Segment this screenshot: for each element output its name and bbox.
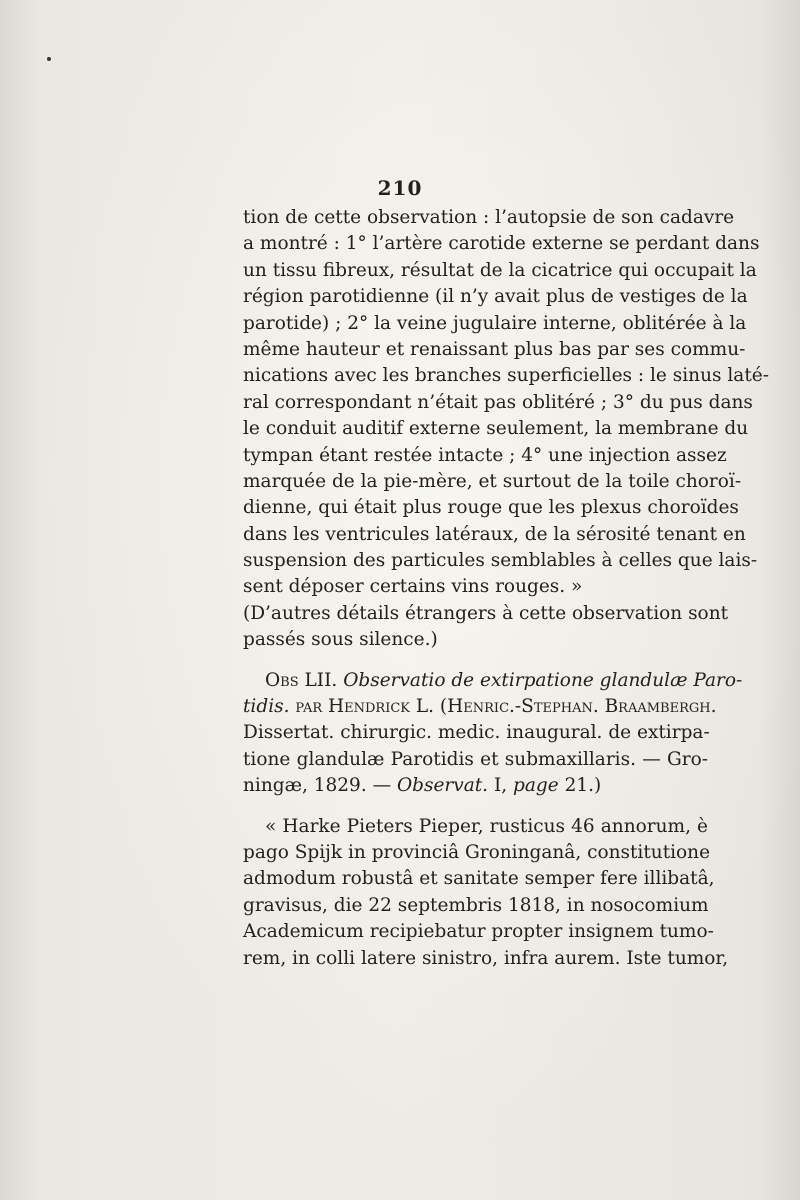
text-line: « Harke Pieters Pieper, rusticus 46 annorum, è: [265, 815, 708, 837]
text-line: un tissu fibreux, résultat de la cicatrice qui occupait la: [243, 259, 757, 281]
observation-heading-line: [243, 694, 717, 720]
observation-heading-line: ningæ, 1829. — Observat. I, page 21.): [243, 775, 602, 797]
text-line: même hauteur et renaissant plus bas par ses commu-: [243, 338, 746, 360]
text-line: a montré : 1° l’artère carotide externe se perdant dans: [243, 233, 760, 255]
observation-latin-title: Observatio de extirpatione glandulæ Paro-: [343, 669, 743, 691]
observation-heading-line: tione glandulæ Parotidis et submaxillaris. — Gro-: [243, 748, 708, 770]
body-text: [243, 205, 769, 972]
text-line: le conduit auditif externe seulement, la membrane du: [243, 418, 749, 440]
text-line: tympan étant restée intacte ; 4° une injection assez: [243, 444, 727, 466]
text-line: admodum robustâ et sanitate semper fere illibatâ,: [243, 868, 715, 890]
ink-speck: [47, 57, 51, 61]
text-line: tion de cette observation : l’autopsie de son cadavre: [243, 207, 735, 228]
observation-author: par Hendrick L. (Henric.-Stephan. Braambergh.: [295, 696, 717, 718]
text-line: ral correspondant n’était pas oblitéré ; 3° du pus dans: [243, 391, 753, 413]
text-line: région parotidienne (il n’y avait plus de vestiges de la: [243, 286, 748, 308]
observation-heading-line: Dissertat. chirurgic. medic. inaugural. de extirpa-: [243, 722, 710, 744]
text-line: sent déposer certains vins rouges. »: [243, 576, 583, 598]
text-line: dans les ventricules latéraux, de la sérosité tenant en: [243, 523, 746, 545]
text-line: nications avec les branches superficielles : le sinus laté-: [243, 365, 769, 387]
text-line: (D’autres détails étrangers à cette observation sont: [243, 602, 729, 624]
text-line: gravisus, die 22 septembris 1818, in nosocomium: [243, 894, 709, 916]
observation-label: Obs LII.: [265, 669, 338, 691]
observation-heading-line: [243, 668, 743, 694]
text-line: dienne, qui était plus rouge que les plexus choroïdes: [243, 497, 739, 519]
text-line: marquée de la pie-mère, et surtout de la toile choroï-: [243, 470, 742, 492]
text-line: parotide) ; 2° la veine jugulaire interne, oblitérée à la: [243, 312, 747, 334]
observation-latin-title: tidis.: [243, 696, 290, 718]
text-line: pago Spijk in provinciâ Groninganâ, constitutione: [243, 841, 711, 863]
text-line: Academicum recipiebatur propter insignem tumo-: [243, 921, 714, 943]
text-line: suspension des particules semblables à celles que lais-: [243, 550, 758, 572]
text-line: rem, in colli latere sinistro, infra aurem. Iste tumor,: [243, 947, 729, 969]
page-number: 210: [377, 176, 423, 200]
text-line: passés sous silence.): [243, 629, 438, 651]
